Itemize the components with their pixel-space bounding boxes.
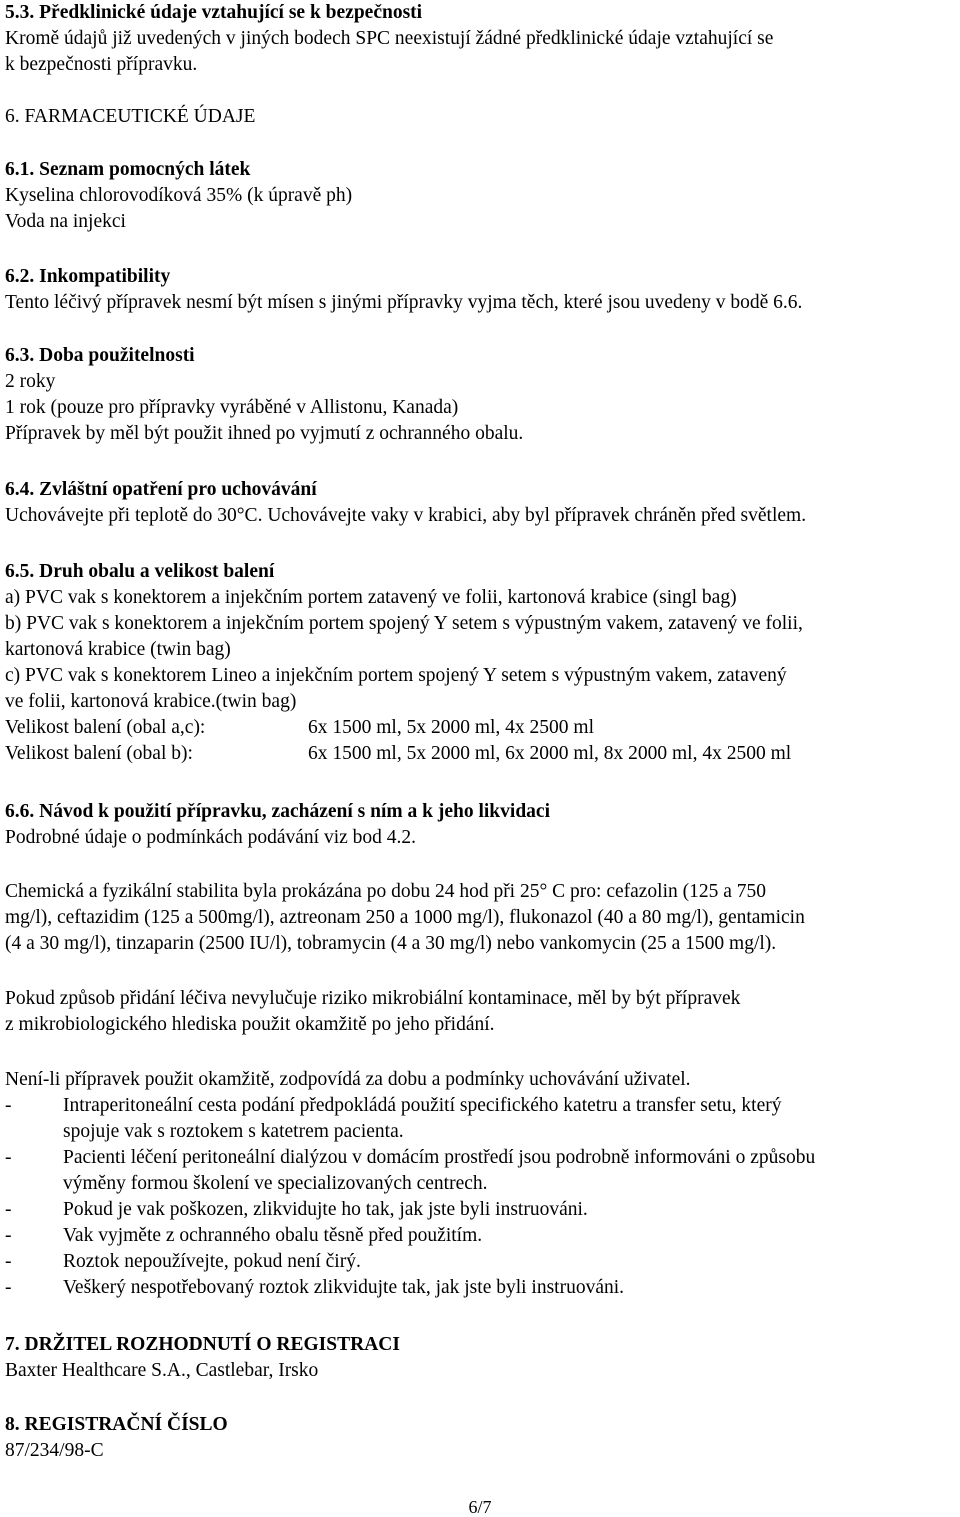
section-8 (5, 1412, 955, 1464)
text-line: Tento léčivý přípravek nesmí být mísen s jinými přípravky vyjma těch, které jsou uvedeny v bodě 6.6. (5, 292, 803, 313)
text-line: (4 a 30 mg/l), tinzaparin (2500 IU/l), tobramycin (4 a 30 mg/l) nebo vankomycin (25 a 1500 mg/l). (5, 933, 777, 954)
section-6-1 (5, 157, 955, 235)
list-item (5, 1197, 955, 1223)
section-heading: 6.2. Inkompatibility (5, 266, 171, 287)
section-heading: 7. DRŽITEL ROZHODNUTÍ O REGISTRACI (5, 1334, 400, 1355)
package-size-label: Velikost balení (obal a,c): (5, 717, 206, 738)
text-line: Chemická a fyzikální stabilita byla prokázána po dobu 24 hod při 25° C pro: cefazolin (125 a 750 (5, 881, 767, 902)
text-line: Kyselina chlorovodíková 35% (k úpravě ph) (5, 185, 353, 206)
section-5-3 (5, 0, 955, 78)
text-line: Přípravek by měl být použit ihned po vyjmutí z ochranného obalu. (5, 423, 524, 444)
section-heading: 8. REGISTRAČNÍ ČÍSLO (5, 1414, 228, 1435)
package-size-value: 6x 1500 ml, 5x 2000 ml, 6x 2000 ml, 8x 2000 ml, 4x 2500 ml (308, 743, 792, 764)
dash-marker: - (5, 1147, 12, 1168)
text-line: Podrobné údaje o podmínkách podávání viz bod 4.2. (5, 827, 417, 848)
text-line: 2 roky (5, 371, 56, 392)
list-item-text: Roztok nepoužívejte, pokud není čirý. (63, 1251, 361, 1272)
section-heading: 6.6. Návod k použití přípravku, zacházení s ním a k jeho likvidaci (5, 801, 550, 822)
section-heading: 6. FARMACEUTICKÉ ÚDAJE (5, 106, 256, 127)
section-6-4 (5, 477, 955, 529)
stability-paragraph (5, 879, 955, 957)
dash-marker: - (5, 1095, 12, 1116)
section-7 (5, 1332, 955, 1384)
list-item (5, 1223, 955, 1249)
section-6-6 (5, 799, 955, 851)
text-line: z mikrobiologického hlediska použit okamžitě po jeho přidání. (5, 1014, 495, 1035)
package-size-row (5, 715, 955, 741)
list-item (5, 1093, 955, 1145)
text-line: ve folii, kartonová krabice.(twin bag) (5, 691, 297, 712)
section-6-2 (5, 264, 955, 316)
package-size-label: Velikost balení (obal b): (5, 743, 193, 764)
text-line: Kromě údajů již uvedených v jiných bodech SPC neexistují žádné předklinické údaje vztahující se (5, 28, 774, 49)
responsibility-paragraph (5, 1067, 955, 1301)
dash-marker: - (5, 1199, 12, 1220)
text-line: Uchovávejte při teplotě do 30°C. Uchovávejte vaky v krabici, aby byl přípravek chráněn před světlem. (5, 505, 807, 526)
text-line: a) PVC vak s konektorem a injekčním portem zatavený ve folii, kartonová krabice (singl bag) (5, 587, 737, 608)
section-heading: 6.3. Doba použitelnosti (5, 345, 195, 366)
page-number: 6/7 (468, 1497, 492, 1517)
list-item-text: Pokud je vak poškozen, zlikvidujte ho tak, jak jste byli instruováni. (63, 1199, 588, 1220)
text-line: 87/234/98-C (5, 1440, 104, 1461)
dash-marker: - (5, 1277, 12, 1298)
section-heading: 6.5. Druh obalu a velikost balení (5, 561, 275, 582)
text-line: k bezpečnosti přípravku. (5, 54, 198, 75)
section-6-3 (5, 343, 955, 447)
text-line: kartonová krabice (twin bag) (5, 639, 231, 660)
text-line: Voda na injekci (5, 211, 126, 232)
list-item-text: Pacienti léčení peritoneální dialýzou v domácím prostředí jsou podrobně informováni o způsobu (63, 1147, 816, 1168)
list-item (5, 1249, 955, 1275)
list-item (5, 1145, 955, 1197)
section-heading: 6.1. Seznam pomocných látek (5, 159, 251, 180)
text-line: b) PVC vak s konektorem a injekčním portem spojený Y setem s výpustným vakem, zatavený ve folii, (5, 613, 803, 634)
list-item-text: výměny formou školení ve specializovaných centrech. (63, 1173, 488, 1194)
contamination-paragraph (5, 986, 955, 1038)
list-item (5, 1275, 955, 1301)
section-heading: 5.3. Předklinické údaje vztahující se k bezpečnosti (5, 2, 423, 23)
text-line: Není-li přípravek použit okamžitě, zodpovídá za dobu a podmínky uchovávání uživatel. (5, 1069, 691, 1090)
text-line: c) PVC vak s konektorem Lineo a injekčním portem spojený Y setem s výpustným vakem, zatavený (5, 665, 787, 686)
text-line: Baxter Healthcare S.A., Castlebar, Irsko (5, 1360, 319, 1381)
list-item-text: spojuje vak s roztokem s katetrem pacienta. (63, 1121, 404, 1142)
section-heading: 6.4. Zvláštní opatření pro uchovávání (5, 479, 317, 500)
list-item-text: Vak vyjměte z ochranného obalu těsně před použitím. (63, 1225, 483, 1246)
dash-marker: - (5, 1251, 12, 1272)
dash-marker: - (5, 1225, 12, 1246)
list-item-text: Intraperitoneální cesta podání předpokládá použití specifického katetru a transfer setu, který (63, 1095, 782, 1116)
text-line: 1 rok (pouze pro přípravky vyráběné v Allistonu, Kanada) (5, 397, 459, 418)
package-size-value: 6x 1500 ml, 5x 2000 ml, 4x 2500 ml (308, 717, 595, 738)
section-6-5 (5, 559, 955, 767)
section-6 (5, 104, 955, 130)
package-size-row (5, 741, 955, 767)
text-line: mg/l), ceftazidim (125 a 500mg/l), aztreonam 250 a 1000 mg/l), flukonazol (40 a 80 mg/l), gentamicin (5, 907, 805, 928)
text-line: Pokud způsob přidání léčiva nevylučuje riziko mikrobiální kontaminace, měl by být přípravek (5, 988, 741, 1009)
list-item-text: Veškerý nespotřebovaný roztok zlikvidujte tak, jak jste byli instruováni. (63, 1277, 625, 1298)
